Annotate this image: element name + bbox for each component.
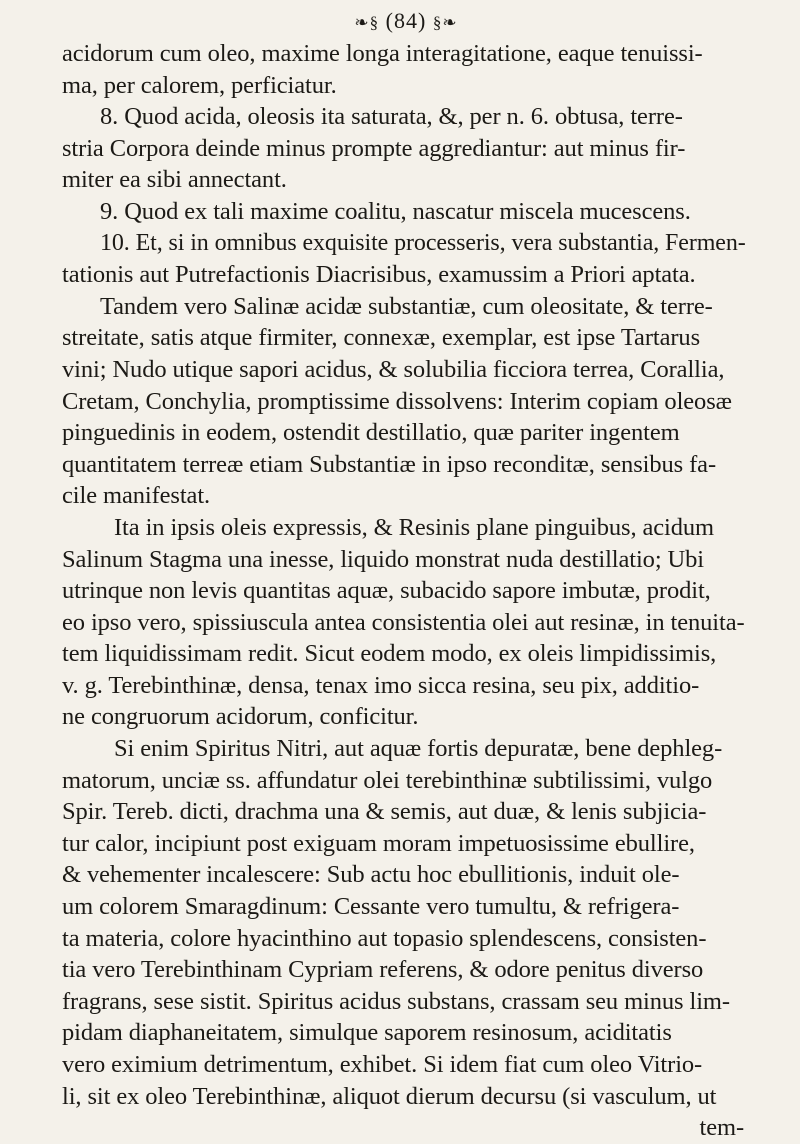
catchword: tem-	[699, 1114, 744, 1142]
text-line: Ita in ipsis oleis expressis, & Resinis plane pinguibus, acidum	[114, 513, 715, 541]
text-line: ne congruorum acidorum, conficitur.	[62, 703, 419, 731]
text-line: vini; Nudo utique sapori acidus, & solubilia ficciora terrea, Corallia,	[62, 355, 725, 383]
ornament-left-icon: ❧§	[354, 13, 380, 32]
text-line: Cretam, Conchylia, promptissime dissolvens: Interim copiam oleosæ	[62, 387, 732, 415]
text-line: tationis aut Putrefactionis Diacrisibus, examussim a Priori aptata.	[62, 261, 696, 289]
text-line: & vehementer incalescere: Sub actu hoc ebullitionis, induit ole-	[62, 861, 680, 889]
text-line: ta materia, colore hyacinthino aut topasio splendescens, consisten-	[62, 924, 707, 952]
page-number: (84)	[385, 8, 427, 33]
text-line: Si enim Spiritus Nitri, aut aquæ fortis depuratæ, bene dephleg-	[114, 735, 723, 763]
text-line: utrinque non levis quantitas aquæ, subacido sapore imbutæ, prodit,	[62, 577, 711, 605]
text-line: fragrans, sese sistit. Spiritus acidus substans, crassam seu minus lim-	[62, 987, 730, 1015]
text-line: ma, per calorem, perficiatur.	[62, 71, 337, 99]
ornament-right-icon: §❧	[432, 13, 458, 32]
text-line: Salinum Stagma una inesse, liquido monstrat nuda destillatio; Ubi	[62, 545, 704, 573]
text-line: tur calor, incipiunt post exiguam moram impetuosissime ebullire,	[62, 829, 695, 857]
text-line: Spir. Tereb. dicti, drachma una & semis, aut duæ, & lenis subjicia-	[62, 798, 707, 826]
text-line: 10. Et, si in omnibus exquisite processeris, vera substantia, Fermen-	[100, 229, 746, 256]
text-line: 9. Quod ex tali maxime coalitu, nascatur miscela mucescens.	[100, 197, 691, 225]
text-line: um colorem Smaragdinum: Cessante vero tumultu, & refrigera-	[62, 893, 680, 921]
text-line: streitate, satis atque firmiter, connexæ, exemplar, est ipse Tartarus	[62, 324, 701, 352]
text-line: v. g. Terebinthinæ, densa, tenax imo sicca resina, seu pix, additio-	[62, 671, 700, 699]
text-line: pinguedinis in eodem, ostendit destillatio, quæ pariter ingentem	[62, 419, 680, 447]
text-line: 8. Quod acida, oleosis ita saturata, &, per n. 6. obtusa, terre-	[100, 103, 683, 131]
body-text	[62, 38, 750, 1144]
text-line: tia vero Terebinthinam Cypriam referens, & odore penitus diverso	[62, 956, 704, 984]
text-line: li, sit ex oleo Terebinthinæ, aliquot dierum decursu (si vasculum, ut	[62, 1082, 717, 1110]
text-line: acidorum cum oleo, maxime longa interagitatione, eaque tenuissi-	[62, 40, 703, 67]
text-line: vero eximium detrimentum, exhibet. Si idem fiat cum oleo Vitrio-	[62, 1051, 703, 1078]
text-line: eo ipso vero, spissiuscula antea consistentia olei aut resinæ, in tenuita-	[62, 608, 745, 636]
page-header	[62, 6, 750, 36]
text-line: quantitatem terreæ etiam Substantiæ in ipso reconditæ, sensibus fa-	[62, 450, 716, 478]
text-line: cile manifestat.	[62, 482, 211, 510]
text-line: stria Corpora deinde minus prompte aggrediantur: aut minus fir-	[62, 134, 686, 162]
text-line: tem liquidissimam redit. Sicut eodem modo, ex oleis limpidissimis,	[62, 640, 717, 668]
text-line: miter ea sibi annectant.	[62, 166, 287, 194]
text-line: pidam diaphaneitatem, simulque saporem resinosum, aciditatis	[62, 1019, 672, 1047]
text-line: matorum, unciæ ss. affundatur olei terebinthinæ subtilissimi, vulgo	[62, 766, 713, 794]
text-line: Tandem vero Salinæ acidæ substantiæ, cum oleositate, & terre-	[100, 292, 713, 320]
